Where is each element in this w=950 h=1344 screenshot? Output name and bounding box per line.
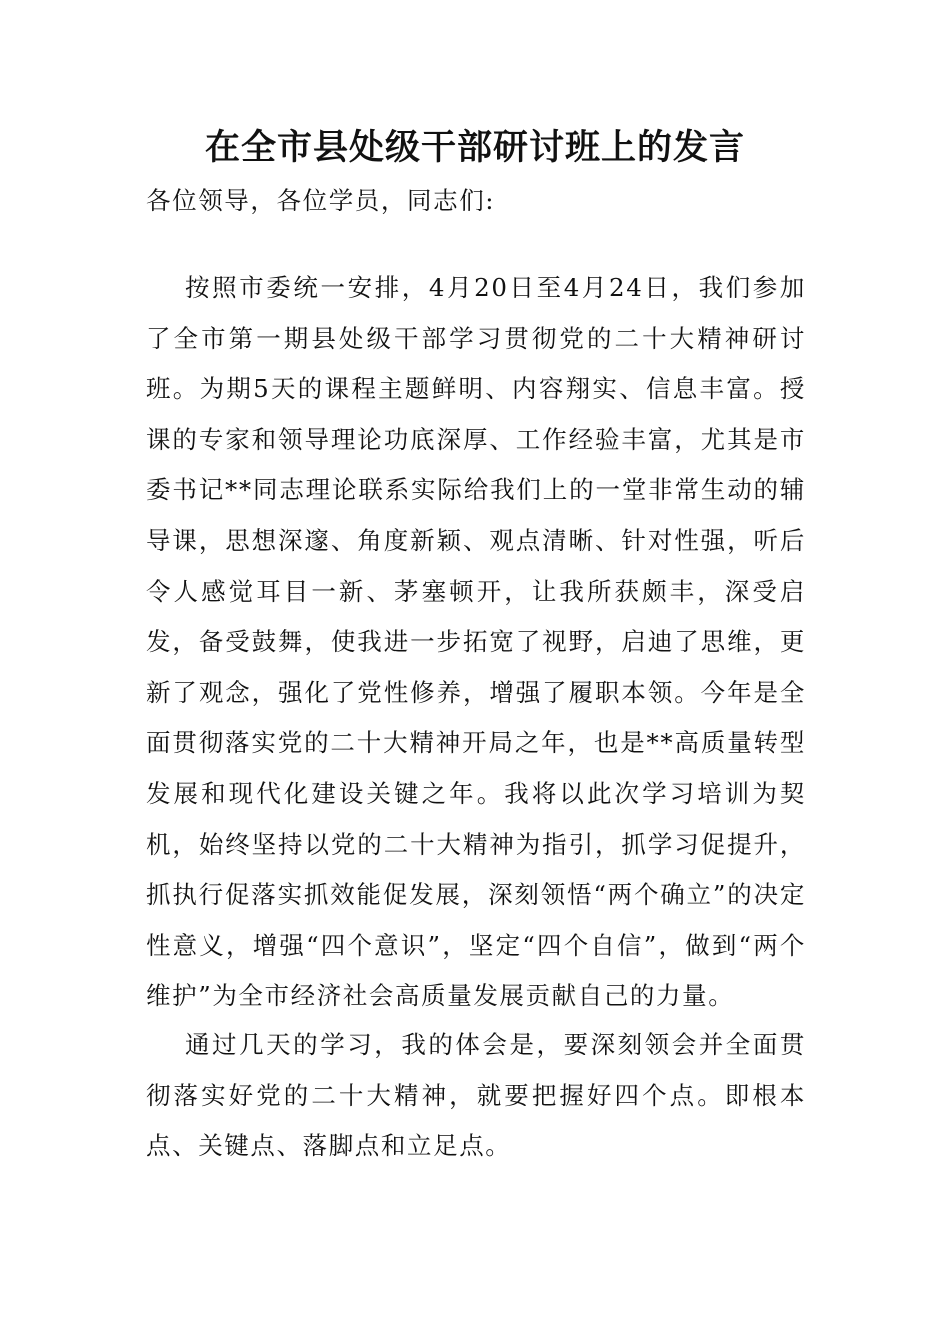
paragraph-1: 按照市委统一安排，4月20日至4月24日，我们参加了全市第一期县处级干部学习贯彻党的二十大精神研讨班。为期5天的课程主题鲜明、内容翔实、信息丰富。授课的专家和领导理论功底深厚、工作经验丰富，尤其是市委书记**同志理论联系实际给我们上的一堂非常生动的辅导课，思想深邃、角度新颖、观点清晰、针对性强，听后令人感觉耳目一新、茅塞顿开，让我所获颇丰，深受启发，备受鼓舞，使我进一步拓宽了视野，启迪了思维，更新了观念，强化了党性修养，增强了履职本领。今年是全面贯彻落实党的二十大精神开局之年，也是**高质量转型发展和现代化建设关键之年。我将以此次学习培训为契机，始终坚持以党的二十大精神为指引，抓学习促提升，抓执行促落实抓效能促发展，深刻领悟“两个确立”的决定性意义，增强“四个意识”，坚定“四个自信”，做到“两个维护”为全市经济社会高质量发展贡献自己的力量。 [146,273,806,1011]
document-title: 在全市县处级干部研讨班上的发言 [204,127,745,168]
paragraph-2: 通过几天的学习，我的体会是，要深刻领会并全面贯彻落实好党的二十大精神，就要把握好四个点。即根本点、关键点、落脚点和立足点。 [146,1030,806,1161]
salutation: 各位领导，各位学员，同志们: [146,186,496,215]
